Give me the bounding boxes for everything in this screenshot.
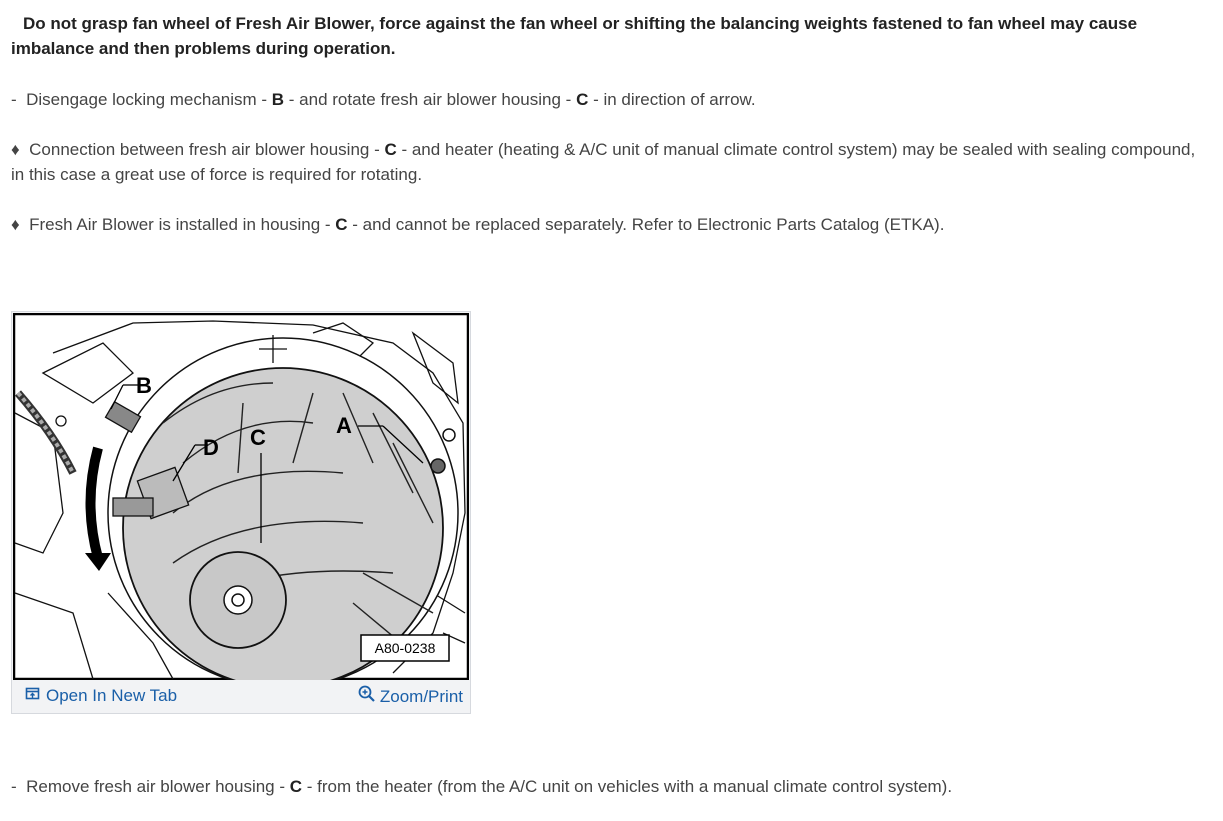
ref-c: C [384, 140, 397, 159]
warning-note: Do not grasp fan wheel of Fresh Air Blower, force against the fan wheel or shifting the balancing weights fastened to fan wheel may cause imbalance and then problems during operation. [11, 14, 1138, 58]
step-text: Disengage locking mechanism - [26, 90, 272, 109]
note-text: Fresh Air Blower is installed in housing - [29, 215, 336, 234]
figure-box [11, 311, 471, 714]
label-c: C [250, 425, 266, 450]
step-disengage-locking [11, 87, 1201, 112]
step-text: - and rotate fresh air blower housing - [284, 90, 577, 109]
note-blower-installed [11, 212, 1201, 237]
note-text: - and cannot be replaced separately. Refer to Electronic Parts Catalog (ETKA). [347, 215, 945, 234]
ref-c: C [289, 777, 303, 796]
note-text: Connection between fresh air blower housing - [29, 140, 385, 159]
step-remove-housing [11, 774, 1201, 799]
label-a: A [336, 413, 352, 438]
blower-housing-illustration[interactable] [13, 313, 469, 680]
step-text: - from the heater (from the A/C unit on vehicles with a manual climate control system). [302, 777, 953, 796]
ref-c: C [335, 215, 348, 234]
diamond-bullet: ♦ [11, 140, 20, 159]
figure-code: A80-0238 [374, 640, 436, 656]
blower-diagram [13, 313, 469, 680]
figure-toolbar [12, 680, 470, 714]
zoom-print-label: Zoom/Print [379, 686, 463, 706]
open-in-new-tab-link[interactable] [25, 686, 177, 706]
open-in-new-tab-icon [25, 686, 40, 706]
step-bullet: - [11, 777, 17, 796]
diamond-bullet: ♦ [11, 215, 20, 234]
label-b: B [136, 373, 152, 398]
zoom-in-icon [357, 684, 377, 709]
note-text: - and heater (heating & A/C unit of manual climate control system) may be sealed with sealing compound, in this case a great use of force is required for rotating. [11, 140, 1196, 184]
label-d: D [203, 435, 219, 460]
step-text: Remove fresh air blower housing - [26, 777, 290, 796]
step-text: - in direction of arrow. [588, 90, 756, 109]
note-sealing-compound [11, 137, 1201, 187]
ref-c: C [576, 90, 589, 109]
zoom-print-link[interactable] [357, 684, 463, 709]
step-bullet: - [11, 90, 17, 109]
ref-b: B [271, 90, 285, 109]
open-in-new-tab-label: Open In New Tab [46, 686, 178, 705]
